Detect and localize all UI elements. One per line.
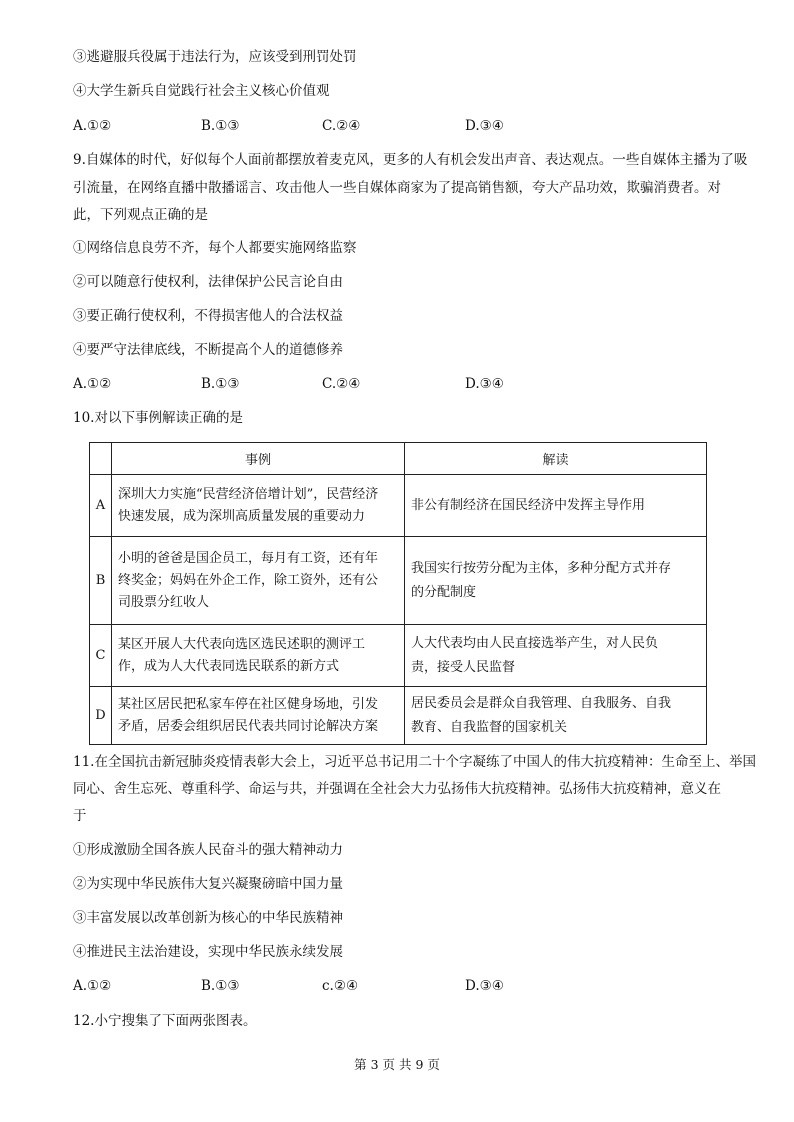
q11-item-2: ②为实现中华民族伟大复兴凝聚磅暗中国力量 bbox=[73, 876, 343, 892]
row-label: C bbox=[90, 625, 112, 687]
row-label: D bbox=[90, 687, 112, 745]
table-row bbox=[90, 625, 707, 687]
q11-stem-line-2: 同心、舍生忘死、尊重科学、命运与共，并强调在全社会大力弘扬伟大抗疫精神。弘扬伟大抗疫精神，意义在 bbox=[73, 781, 721, 797]
option-a: A.①② bbox=[73, 376, 112, 392]
option-c: C.②④ bbox=[322, 118, 361, 134]
option-d: D.③④ bbox=[465, 118, 504, 134]
table-header-explain: 解读 bbox=[405, 443, 707, 475]
row-label: A bbox=[90, 475, 112, 537]
q10-stem: 10.对以下事例解读正确的是 bbox=[73, 410, 243, 426]
table-header-row bbox=[90, 443, 707, 475]
case-line: 作，成为人大代表同选民联系的新方式 bbox=[118, 658, 340, 674]
case-line: 矛盾，居委会组织居民代表共同讨论解决方案 bbox=[118, 718, 379, 734]
q9-item-1: ①网络信息良劳不齐，每个人都要实施网络监察 bbox=[73, 240, 357, 256]
case-line: 小明的爸爸是国企员工，每月有工资，还有年 bbox=[118, 550, 379, 566]
q11-item-3: ③丰富发展以改革创新为核心的中华民族精神 bbox=[73, 910, 343, 926]
explain-line: 人大代表均由人民直接选举产生，对人民负 bbox=[411, 635, 659, 651]
table-header-label bbox=[90, 443, 112, 475]
row-label: B bbox=[90, 537, 112, 625]
q8-item-3: ③逃避服兵役属于违法行为，应该受到刑罚处罚 bbox=[73, 49, 357, 65]
row-explain bbox=[405, 687, 707, 745]
q9-stem-line-1: 9.自媒体的时代，好似每个人面前都摆放着麦克风，更多的人有机会发出声音、表达观点。一些自媒体主播为了吸 bbox=[73, 152, 748, 168]
option-c: c.②④ bbox=[322, 978, 359, 994]
option-a: A.①② bbox=[73, 118, 112, 134]
q9-stem-line-3: 此，下列观点正确的是 bbox=[73, 207, 208, 223]
page-number: 第 3 页 共 9 页 bbox=[354, 1057, 440, 1072]
case-line: 某社区居民把私家车停在社区健身场地，引发 bbox=[118, 696, 379, 712]
explain-line: 我国实行按劳分配为主体，多种分配方式并存 bbox=[411, 560, 672, 576]
table-row bbox=[90, 537, 707, 625]
option-b: B.①③ bbox=[201, 978, 240, 994]
explain-line: 责，接受人民监督 bbox=[411, 659, 516, 675]
q9-item-4: ④要严守法律底线，不断提高个人的道德修养 bbox=[73, 342, 343, 358]
row-explain bbox=[405, 625, 707, 687]
row-explain bbox=[405, 537, 707, 625]
explain-line: 的分配制度 bbox=[411, 584, 477, 600]
row-case bbox=[112, 475, 405, 537]
q8-options bbox=[73, 116, 733, 136]
table-header-case: 事例 bbox=[112, 443, 405, 475]
q9-stem-line-2: 引流量，在网络直播中散播谣言、攻击他人一些自媒体商家为了提高销售额，夸大产品功效，欺骗消费者。对 bbox=[73, 180, 721, 196]
q9-item-2: ②可以随意行使权利，法律保护公民言论自由 bbox=[73, 274, 343, 290]
q11-item-1: ①形成激励全国各族人民奋斗的强大精神动力 bbox=[73, 842, 343, 858]
option-b: B.①③ bbox=[201, 376, 240, 392]
q9-options bbox=[73, 374, 733, 394]
row-case bbox=[112, 625, 405, 687]
table-row bbox=[90, 687, 707, 745]
option-d: D.③④ bbox=[465, 978, 504, 994]
q12-stem: 12.小宁搜集了下面两张图表。 bbox=[73, 1013, 257, 1029]
q8-item-4: ④大学生新兵自觉践行社会主义核心价值观 bbox=[73, 83, 330, 99]
explain-line: 教育、自我监督的国家机关 bbox=[411, 719, 568, 735]
case-line: 快速发展，成为深圳高质量发展的重要动力 bbox=[118, 508, 366, 524]
case-line: 司股票分红收人 bbox=[118, 594, 210, 610]
option-c: C.②④ bbox=[322, 376, 361, 392]
row-case bbox=[112, 687, 405, 745]
option-a: A.①② bbox=[73, 978, 112, 994]
q11-stem-line-1: 11.在全国抗击新冠肺炎疫情表彰大会上，习近平总书记用二十个字凝练了中国人的伟大抗疫精神：生命至上、举国 bbox=[73, 754, 756, 770]
case-line: 某区开展人大代表向选区选民述职的测评工 bbox=[118, 636, 366, 652]
row-explain bbox=[405, 475, 707, 537]
table-row bbox=[90, 475, 707, 537]
case-line: 深圳大力实施“民营经济倍增计划”，民营经济 bbox=[118, 486, 379, 502]
option-b: B.①③ bbox=[201, 118, 240, 134]
explain-line: 非公有制经济在国民经济中发挥主导作用 bbox=[411, 497, 646, 513]
q11-options bbox=[73, 976, 733, 996]
option-d: D.③④ bbox=[465, 376, 504, 392]
case-line: 终奖金；妈妈在外企工作，除工资外，还有公 bbox=[118, 572, 379, 588]
q10-case-table bbox=[89, 442, 707, 745]
explain-line: 居民委员会是群众自我管理、自我服务、自我 bbox=[411, 695, 672, 711]
q9-item-3: ③要正确行使权利，不得损害他人的合法权益 bbox=[73, 308, 343, 324]
q11-item-4: ④推进民主法治建设，实现中华民族永续发展 bbox=[73, 944, 343, 960]
q11-stem-line-3: 于 bbox=[73, 808, 87, 824]
row-case bbox=[112, 537, 405, 625]
